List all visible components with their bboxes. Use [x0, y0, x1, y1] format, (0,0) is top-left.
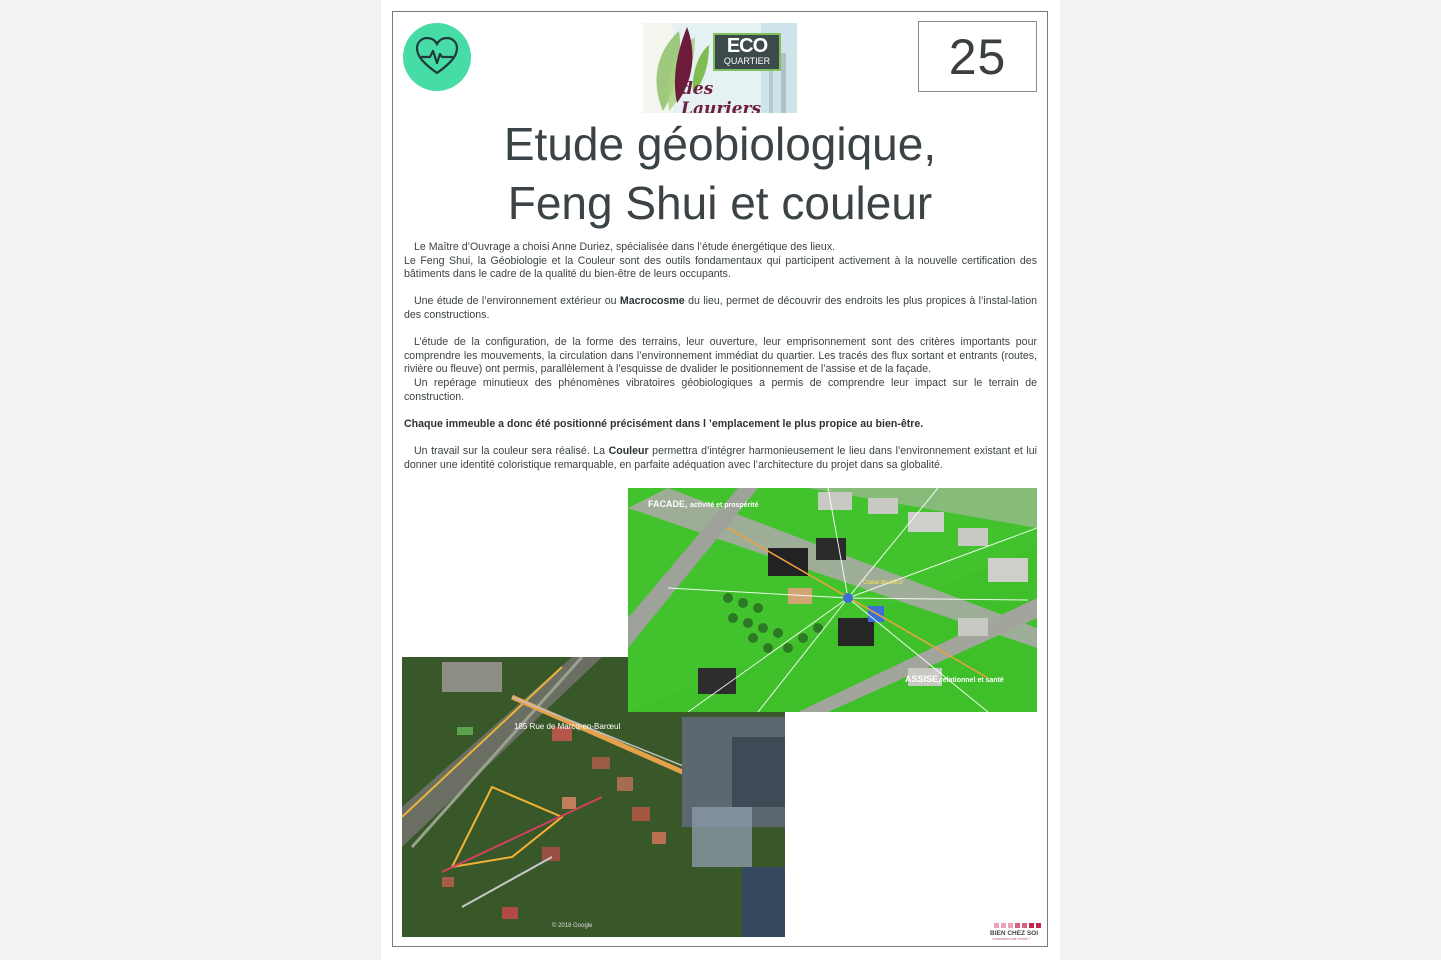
paragraph-macrocosme — [404, 295, 1037, 322]
page-number: 25 — [918, 21, 1037, 92]
facade-label: FACADE, — [648, 499, 688, 509]
intro-sentence-2: Le Feng Shui, la Géobiologie et la Couleur sont des outils fondamentaux qui participent activement à la nouvelle certification des bâtiments dans le cadre de la qualité du bien-être de leurs occupants. — [404, 254, 1037, 281]
page-title-line-1: Etude géobiologique, — [503, 118, 937, 170]
paragraph-intro — [404, 241, 1037, 282]
paragraph-configuration — [404, 336, 1037, 404]
facade-sublabel: activité et prospérité — [690, 502, 759, 509]
bien-chez-soi-logo — [990, 920, 1046, 942]
logo-eco-text: ECO — [726, 35, 768, 57]
macrocosme-text-a: Une étude de l’environnement extérieur ou — [414, 295, 620, 308]
satellite-credit: © 2018 Google — [552, 923, 593, 929]
logo-lauriers-text: des Lauriers — [681, 79, 762, 113]
footer-brand: BIEN CHEZ SOI — [990, 930, 1039, 937]
heart-pulse-icon — [415, 37, 459, 77]
footer-tagline: consultation par envoie ! — [992, 937, 1030, 941]
logo-quartier-text: QUARTIER — [723, 56, 771, 66]
macrocosme-text-b: du lieu, permet de découvrir des endroits les plus propices à l’instal-lation des constructions. — [404, 295, 1037, 321]
houses-icon — [994, 920, 1046, 928]
configuration-text: L’étude de la configuration, de la forme des terrains, leur ouverture, leur emprisonnement sont des critères importants pour comprendre les mouvements, la circulation dans l’environnement immédiat du quartier. Les tracés des flux sortant et entrants (routes, rivière ou fleuve) ont permis, parallèlement à l’esquisse de dvalider le positionnement de l’assise et de la façade. — [404, 336, 1037, 376]
reperage-text: Un repérage minutieux des phénomènes vibratoires géobiologiques a permis de comprendre leur impact sur le terrain de construction. — [404, 376, 1037, 403]
macrocosme-bold: Macrocosme — [619, 295, 685, 308]
page-title-line-2: Feng Shui et couleur — [507, 177, 933, 229]
conclusion-bold: Chaque immeuble a donc été positionné précisément dans l ’emplacement le plus propice au bien-être. — [404, 417, 924, 430]
eco-box — [713, 33, 781, 71]
paragraph-couleur — [404, 445, 1037, 472]
coeur-du-lieu-label: Coeur du LIEU — [863, 580, 903, 586]
couleur-bold: Couleur — [608, 444, 649, 457]
eco-quartier-logo — [643, 23, 797, 113]
satellite-address-label: 185 Rue de Marcq-en-Barœul — [514, 722, 621, 731]
site-3d-plan-image — [628, 488, 1037, 712]
paragraph-conclusion — [404, 418, 1037, 432]
assise-label: ASSISE, — [905, 674, 941, 684]
assise-sublabel: relationnel et santé — [940, 677, 1004, 684]
intro-sentence-1: Le Maître d’Ouvrage a choisi Anne Duriez, spécialisée dans l’étude énergétique des lieux. — [414, 241, 836, 253]
body-text — [404, 241, 1037, 486]
couleur-text-b: permettra d’intégrer harmonieusement le lieu dans l’environnement existant et lui donner une identité coloristique remarquable, en parfaite adéquation avec l’architecture du projet dans sa globalité. — [404, 444, 1037, 471]
couleur-text-a: Un travail sur la couleur sera réalisé. La — [414, 444, 609, 457]
health-badge — [403, 23, 471, 91]
